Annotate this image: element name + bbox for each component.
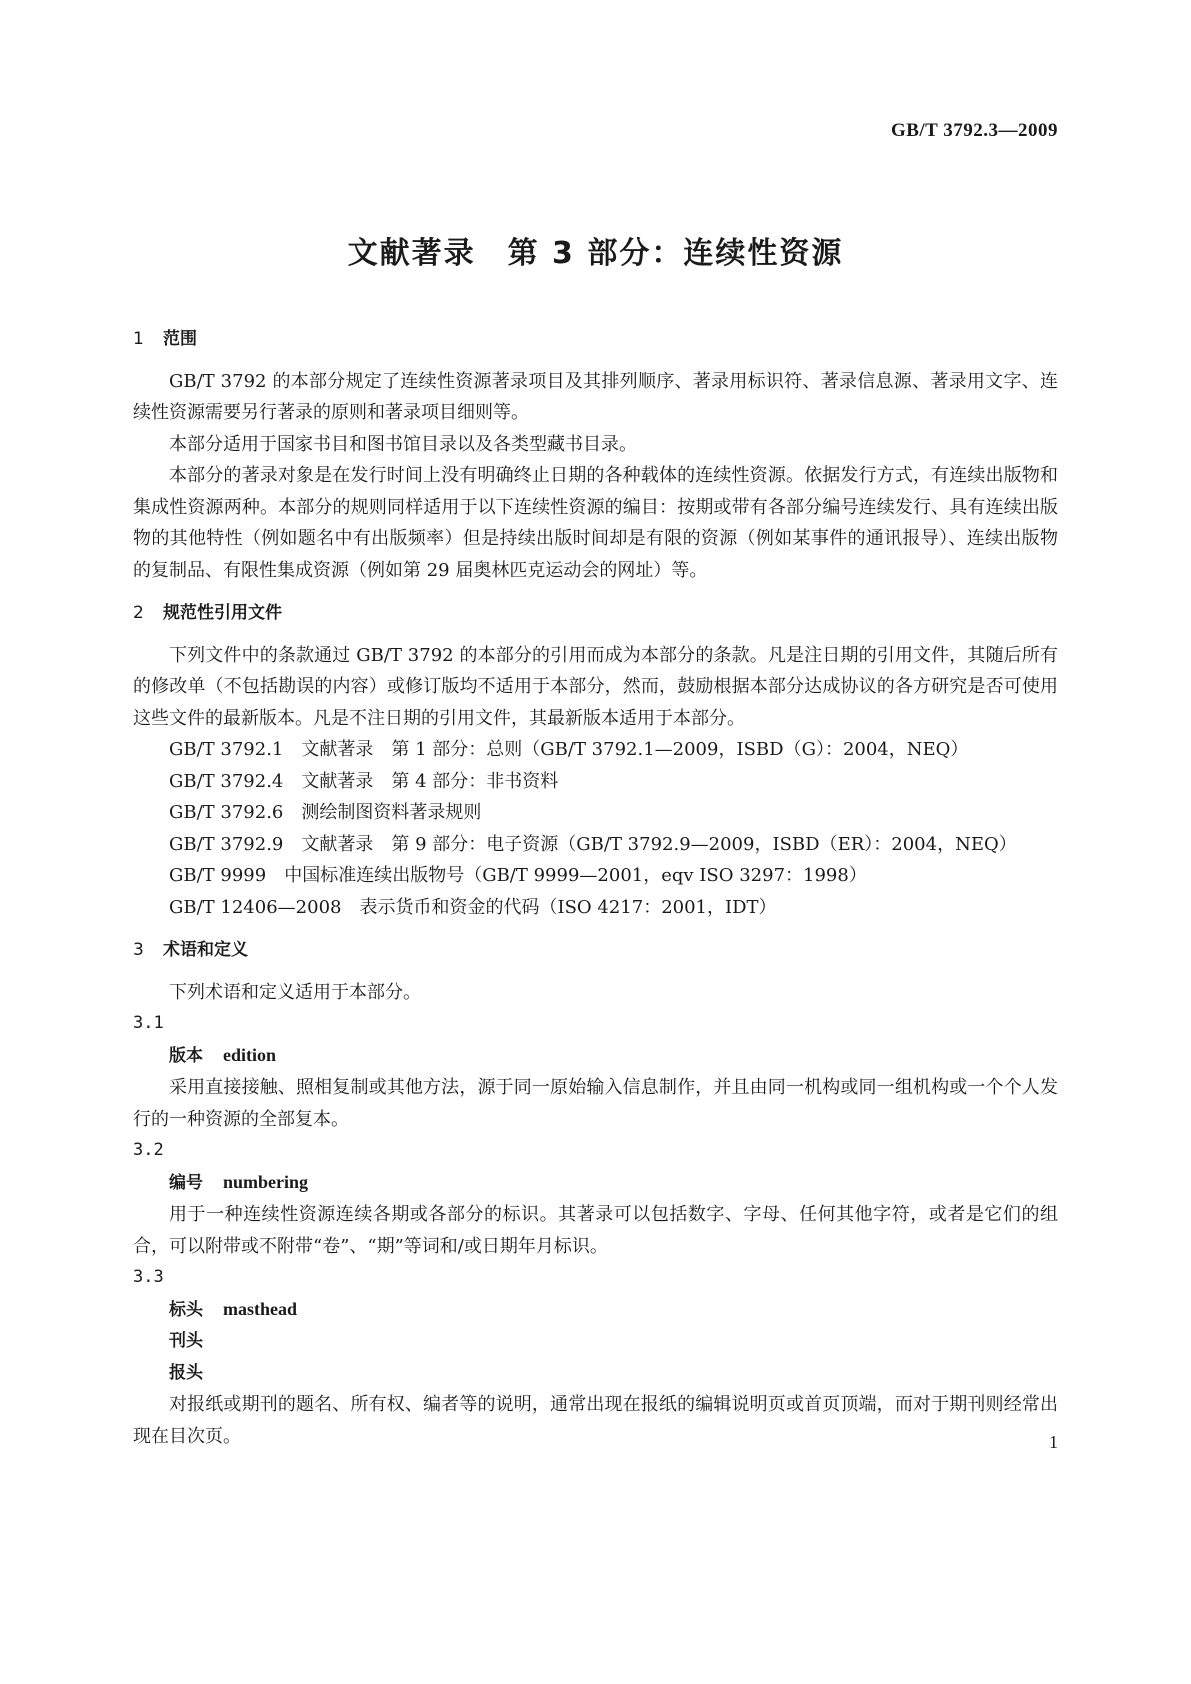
section-heading-scope <box>133 320 1058 366</box>
reference-item: GB/T 3792.4 文献著录 第 4 部分：非书资料 <box>169 770 559 792</box>
scope-paragraph: GB/T 3792 的本部分规定了连续性资源著录项目及其排列顺序、著录用标识符、著录信息源、著录用文字、连续性资源需要另行著录的原则和著录项目细则等。 <box>133 370 1058 423</box>
term-name <box>133 1167 1058 1200</box>
standard-code: GB/T 3792.3—2009 <box>890 120 1058 141</box>
term-name <box>133 1294 1058 1327</box>
term-definition: 用于一种连续性资源连续各期或各部分的标识。其著录可以包括数字、字母、任何其他字符，或者是它们的组合，可以附带或不附带“卷”、“期”等词和/或日期年月标识。 <box>133 1204 1058 1257</box>
references-intro: 下列文件中的条款通过 GB/T 3792 的本部分的引用而成为本部分的条款。凡是注日期的引用文件，其随后所有的修改单（不包括勘误的内容）或修订版均不适用于本部分，然而，鼓励根据本部分达成协议的各方研究是否可使用这些文件的最新版本。凡是不注日期的引用文件，其最新版本适用于本部分。 <box>133 644 1058 729</box>
term-name-zh: 标头 <box>169 1299 203 1320</box>
term-name-en: masthead <box>223 1298 298 1319</box>
term-name-en: edition <box>223 1044 277 1065</box>
section-number: 1 <box>133 329 144 349</box>
reference-item: GB/T 12406—2008 表示货币和资金的代码（ISO 4217：2001，IDT） <box>169 896 777 918</box>
section-number: 2 <box>133 603 144 623</box>
reference-item: GB/T 3792.6 测绘制图资料著录规则 <box>169 802 482 823</box>
term-synonym: 刊头 <box>169 1331 203 1351</box>
section-title: 规范性引用文件 <box>163 603 282 623</box>
term-definition: 对报纸或期刊的题名、所有权、编者等的说明，通常出现在报纸的编辑说明页或首页顶端，而对于期刊则经常出现在目次页。 <box>133 1394 1058 1447</box>
term-synonym: 报头 <box>169 1362 203 1383</box>
reference-item: GB/T 3792.1 文献著录 第 1 部分：总则（GB/T 3792.1—2009，ISBD（G）：2004，NEQ） <box>169 739 969 760</box>
document-body <box>133 320 1058 1452</box>
term-number: 3.3 <box>133 1267 164 1287</box>
document-title: 文献著录 第 3 部分：连续性资源 <box>347 236 844 271</box>
scope-paragraph: 本部分的著录对象是在发行时间上没有明确终止日期的各种载体的连续性资源。依据发行方式，有连续出版物和集成性资源两种。本部分的规则同样适用于以下连续性资源的编目：按期或带有各部分编号连续发行、具有连续出版物的其他特性（例如题名中有出版频率）但是持续出版时间却是有限的资源（例如某事件的通讯报导）、连续出版物的复制品、有限性集成资源（例如第 29 届奥林匹克运动会的网址）等。 <box>133 465 1058 581</box>
section-title: 范围 <box>163 329 197 349</box>
term-name-en: numbering <box>223 1171 309 1192</box>
scope-paragraph: 本部分适用于国家书目和图书馆目录以及各类型藏书目录。 <box>169 433 637 455</box>
term-name <box>133 1040 1058 1073</box>
section-heading-terms <box>133 931 1058 977</box>
terms-intro: 下列术语和定义适用于本部分。 <box>169 981 421 1003</box>
section-number: 3 <box>133 940 144 960</box>
term-definition: 采用直接接触、照相复制或其他方法，源于同一原始输入信息制作，并且由同一机构或同一组机构或一个个人发行的一种资源的全部复本。 <box>133 1077 1058 1130</box>
term-number: 3.2 <box>133 1140 164 1160</box>
section-title: 术语和定义 <box>163 940 248 960</box>
page-number: 1 <box>1049 1432 1058 1452</box>
term-number: 3.1 <box>133 1013 164 1033</box>
term-name-zh: 版本 <box>169 1045 203 1066</box>
section-heading-normative-references <box>133 594 1058 640</box>
term-name-zh: 编号 <box>169 1172 203 1193</box>
reference-item: GB/T 9999 中国标准连续出版物号（GB/T 9999—2001，eqv ISO 3297：1998） <box>169 865 867 886</box>
reference-item: GB/T 3792.9 文献著录 第 9 部分：电子资源（GB/T 3792.9—2009，ISBD（ER）：2004，NEQ） <box>169 833 1017 855</box>
